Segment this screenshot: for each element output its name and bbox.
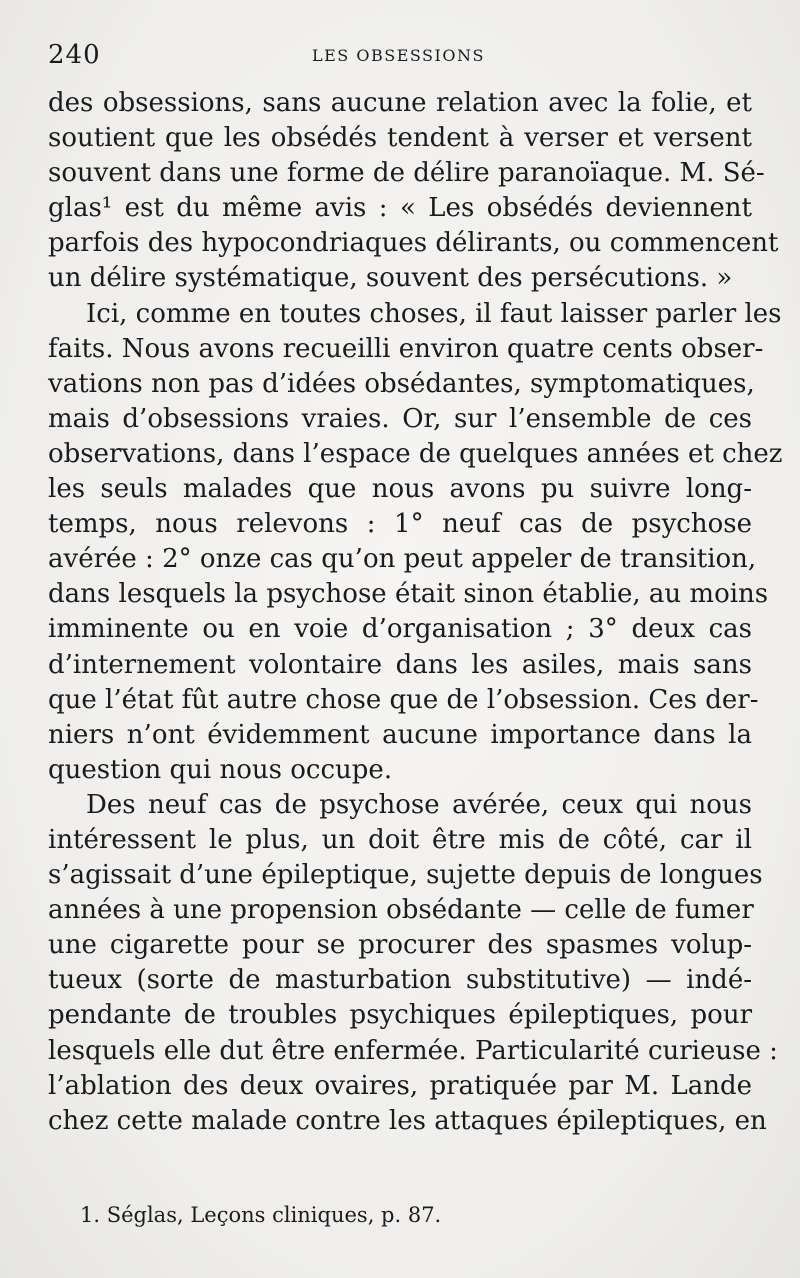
text-line: avérée : 2° onze cas qu’on peut appeler de transition,	[48, 544, 757, 575]
text-line: parfois des hypocondriaques délirants, ou commencent	[48, 228, 779, 259]
text-line: l’ablation des deux ovaires, pratiquée par M. Lande	[48, 1070, 752, 1101]
text-line: soutient que les obsédés tendent à verser et versent	[48, 123, 752, 154]
text-line: vations non pas d’idées obsédantes, symptomatiques,	[48, 368, 755, 399]
text-line: mais d’obsessions vraies. Or, sur l’ensemble de ces	[48, 403, 752, 434]
text-line: souvent dans une forme de délire paranoïaque. M. Sé-	[48, 158, 765, 189]
text-line: s’agissait d’une épileptique, sujette depuis de longues	[48, 860, 763, 891]
text-line: faits. Nous avons recueilli environ quatre cents obser-	[48, 333, 764, 364]
text-line: les seuls malades que nous avons pu suivre long-	[48, 474, 752, 505]
text-line: une cigarette pour se procurer des spasmes volup-	[48, 930, 752, 961]
text-line: chez cette malade contre les attaques épileptiques, en	[48, 1105, 767, 1136]
text-line: observations, dans l’espace de quelques années et chez	[48, 438, 783, 469]
text-line: lesquels elle dut être enfermée. Particularité curieuse :	[48, 1035, 778, 1066]
text-line: Ici, comme en toutes choses, il faut laisser parler les	[86, 298, 782, 329]
running-head	[48, 38, 752, 78]
body-text	[48, 86, 783, 1139]
text-line: d’internement volontaire dans les asiles, mais sans	[48, 649, 752, 680]
footnote: 1. Séglas, Leçons cliniques, p. 87.	[80, 1203, 442, 1227]
text-line: Des neuf cas de psychose avérée, ceux qui nous	[86, 789, 752, 820]
page-number: 240	[48, 40, 101, 70]
text-line: un délire systématique, souvent des persécutions. »	[48, 263, 733, 294]
text-line: des obsessions, sans aucune relation avec la folie, et	[48, 88, 752, 118]
text-line: années à une propension obsédante — celle de fumer	[48, 895, 754, 926]
text-line: temps, nous relevons : 1° neuf cas de psychose	[48, 509, 752, 540]
text-line: glas¹ est du même avis : « Les obsédés deviennent	[48, 193, 752, 224]
text-line: pendante de troubles psychiques épileptiques, pour	[48, 1000, 752, 1031]
text-line: tueux (sorte de masturbation substitutive) — indé-	[48, 965, 752, 996]
text-line: intéressent le plus, un doit être mis de côté, car il	[48, 824, 752, 855]
text-line: niers n’ont évidemment aucune importance dans la	[48, 719, 752, 750]
text-line: imminente ou en voie d’organisation ; 3° deux cas	[48, 614, 752, 645]
text-line: que l’état fût autre chose que de l’obsession. Ces der-	[48, 684, 759, 715]
running-title: LES OBSESSIONS	[312, 46, 485, 65]
text-line: dans lesquels la psychose était sinon établie, au moins	[48, 579, 769, 610]
text-line: question qui nous occupe.	[48, 754, 393, 785]
